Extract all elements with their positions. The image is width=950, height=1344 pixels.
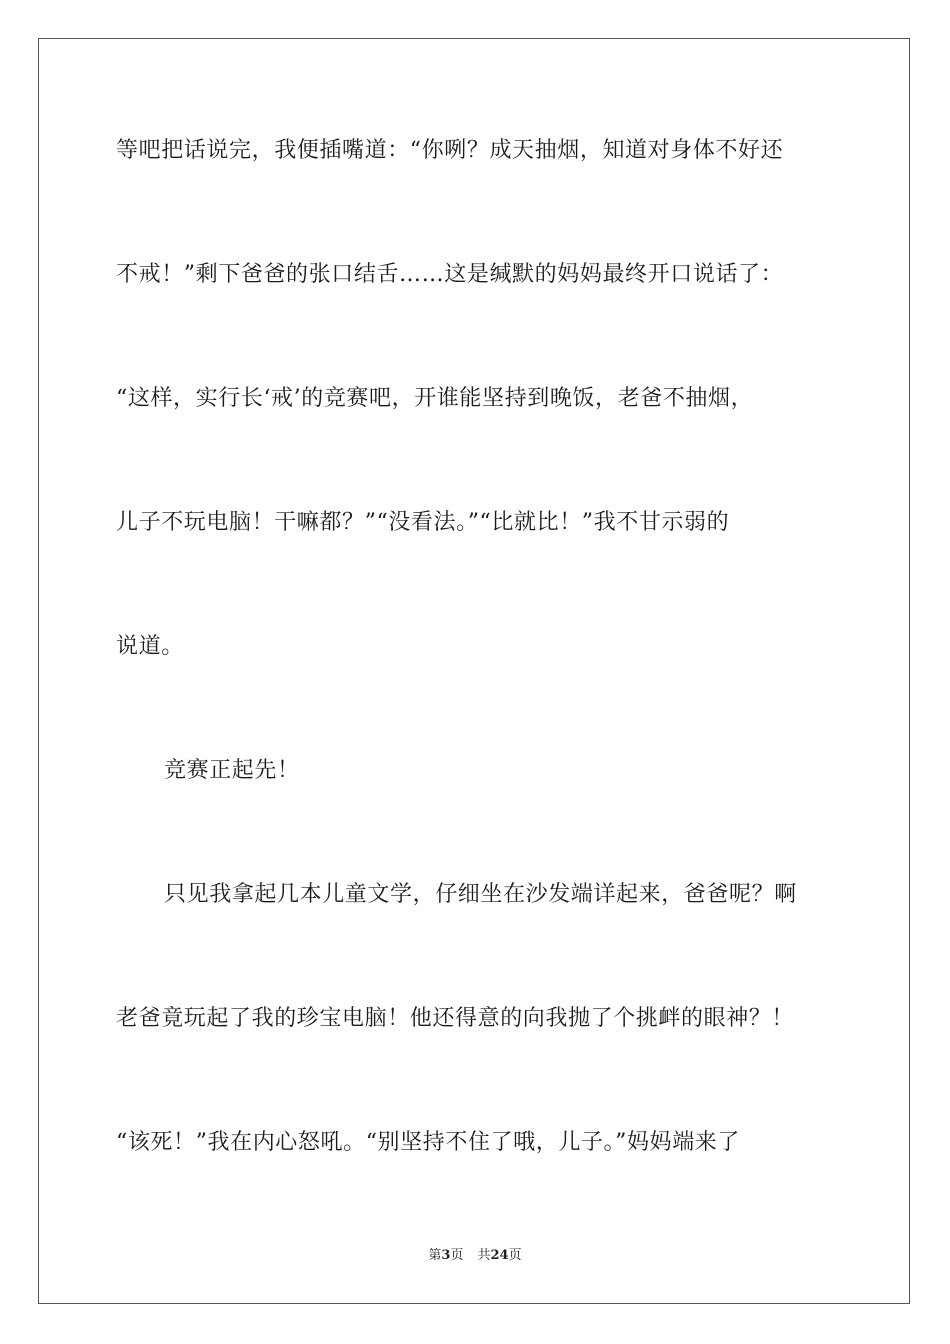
- page-border: [38, 38, 910, 1304]
- footer-total-pages: 24: [490, 1248, 509, 1263]
- text-line-3: “这样，实行长‘戒’的竞赛吧，开谁能坚持到晚饭，老爸不抽烟，: [116, 386, 754, 411]
- text-line-7: 只见我拿起几本儿童文学，仔细坐在沙发端详起来，爸爸呢？啊: [164, 882, 797, 907]
- text-line-1: 等吧把话说完，我便插嘴道：“你咧？成天抽烟，知道对身体不好还: [116, 138, 784, 163]
- footer-page-prefix: 第: [428, 1248, 442, 1263]
- footer-total-suffix: 页: [508, 1248, 522, 1263]
- footer-page-suffix: 页: [450, 1248, 464, 1263]
- text-line-8: 老爸竟玩起了我的珍宝电脑！他还得意的向我抛了个挑衅的眼神？！: [116, 1006, 795, 1031]
- footer-total-prefix: 共: [477, 1248, 491, 1263]
- footer-page-number: 3: [441, 1248, 451, 1263]
- text-line-9: “该死！”我在内心怒吼。“别坚持不住了哦，儿子。”妈妈端来了: [116, 1130, 740, 1155]
- text-line-2: 不戒！”剩下爸爸的张口结舌……这是缄默的妈妈最终开口说话了：: [116, 262, 784, 287]
- paragraph-heading-line: 竞赛正起先！: [164, 758, 300, 783]
- text-line-5: 说道。: [116, 634, 184, 659]
- text-line-4: 儿子不玩电脑！干嘛都？”“没看法。”“比就比！”我不甘示弱的: [116, 510, 730, 535]
- page-footer: [0, 1247, 950, 1265]
